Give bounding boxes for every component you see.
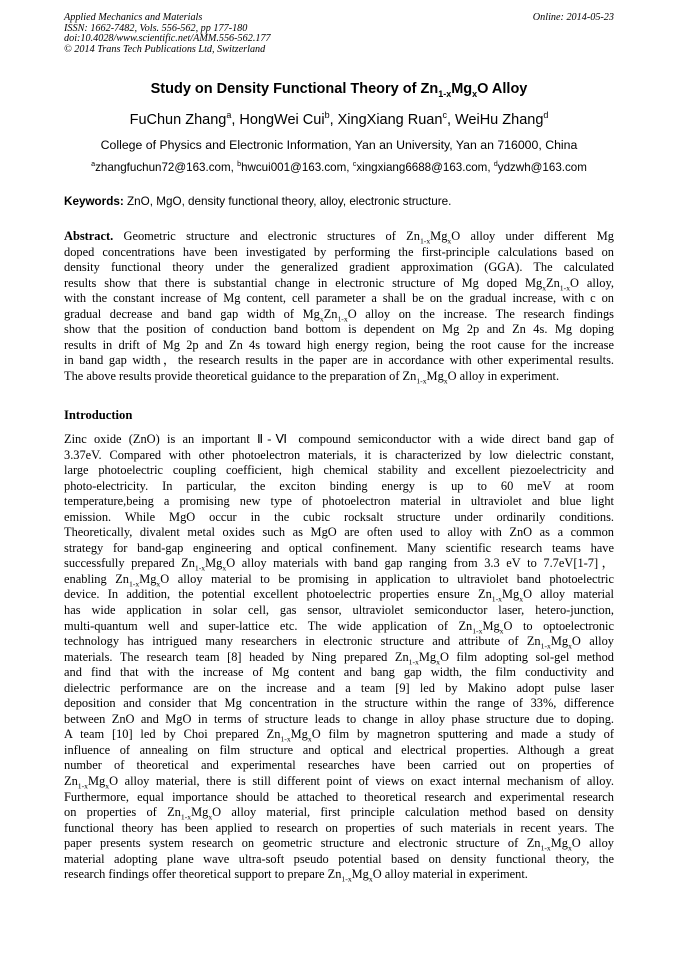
text-line [64, 510, 614, 526]
text-run: O alloy material in experiment. [372, 867, 528, 882]
text-line [64, 572, 614, 588]
text-line [64, 353, 614, 369]
text-run: multi-quantum well and super-lattice etc. The wide application of Zn [64, 618, 473, 633]
text-line [64, 619, 614, 635]
subscript: x [567, 843, 572, 852]
text-run: Zinc oxide (ZnO) is an important Ⅱ-Ⅵ compound semiconductor with a wide direct band gap of [64, 432, 614, 446]
text-line [64, 603, 614, 619]
subscript: 1-x [472, 626, 483, 635]
journal-header [64, 13, 614, 55]
text-run: Mg [418, 649, 437, 664]
text-line [64, 276, 614, 292]
text-line [64, 260, 614, 276]
introduction-body [64, 432, 614, 883]
text-line [64, 836, 614, 852]
title-text: O Alloy [477, 81, 528, 97]
text-run: Mg [88, 774, 106, 789]
text-run: Mg [550, 836, 568, 851]
subscript: 1-x [540, 641, 551, 650]
text-run: on properties of Zn [64, 805, 181, 820]
email-mark: d [493, 159, 498, 169]
text-run: O to optoelectronic [503, 618, 614, 633]
text-run: O film by magnetron sputtering and made a study of [311, 727, 614, 742]
author-mark: b [324, 110, 330, 121]
text-run: enabling Zn [64, 571, 129, 586]
text-run: O alloy material, first principle calculation method based on density [212, 805, 614, 820]
text-run: in band gap width，the research results in the paper are in accordance with other experimental results. [64, 353, 614, 368]
text-line [64, 805, 614, 821]
journal-name: Applied Mechanics and Materials [64, 12, 203, 23]
text-run: O alloy in experiment. [447, 368, 560, 383]
author-mark: a [226, 110, 232, 121]
subscript: 1-x [280, 734, 291, 743]
paper-title [64, 80, 614, 98]
author-mark: d [543, 110, 549, 121]
text-line [64, 727, 614, 743]
subscript: x [447, 236, 452, 245]
keywords [64, 194, 614, 209]
subscript: 1-x [194, 563, 206, 572]
text-run: research findings offer theoretical support to prepare Zn [64, 867, 342, 882]
text-line [64, 665, 614, 681]
email-address: ydzwh@163.com [497, 161, 587, 174]
text-run: show that the position of conduction band bottom is dependent on Mg 2p and Zn 4s. Mg doping [64, 322, 614, 337]
text-line [64, 790, 614, 806]
email-list [64, 160, 614, 175]
text-run: Mg [502, 587, 520, 602]
abstract-label: Abstract. [64, 229, 114, 243]
text-run: Theoretically, divalent metal oxides such as MgO are often used to alloy with ZnO as a common [64, 525, 614, 540]
text-run: influence of annealing on film structure and optical and electrical properties. Although a great [64, 742, 614, 757]
text-run: doped concentrations have been investigated by performing the first-principle calculations based on [64, 244, 614, 259]
subscript: 1-x [419, 236, 431, 245]
text-line [64, 852, 614, 868]
subscript: x [519, 594, 524, 604]
title-subscript: x [472, 88, 478, 99]
abstract [64, 229, 614, 384]
email-mark: c [352, 159, 357, 169]
online-date: Online: 2014-05-23 [532, 12, 614, 23]
subscript: x [368, 874, 373, 883]
subscript: 1-x [337, 314, 348, 323]
text-run: results in drift of Mg 2p and Zn 4s toward high energy region, being the root cause for the increase [64, 337, 614, 352]
text-line [64, 541, 614, 557]
text-run: O alloy materials with band gap ranging from 3.3 eV to 7.7eV[1-7]， [226, 556, 614, 571]
text-line [64, 867, 614, 883]
text-run: emission. While MgO occur in the cubic rocksalt structure under ordinarily conditions. [64, 509, 614, 524]
subscript: x [568, 641, 572, 650]
author-mark: c [442, 110, 447, 121]
text-run: O alloy material, there is still different point of views on exact internal mechanism of alloy. [109, 774, 614, 789]
text-line [64, 696, 614, 712]
text-run: Zn [323, 306, 338, 321]
text-run: deposition and consider that Mg concentration in the structure within the range of 33%, difference [64, 696, 614, 711]
text-run: 3.37eV. Compared with other photoelectron materials, it is characterized by low dielectric constant, [64, 447, 614, 462]
text-line [64, 525, 614, 541]
text-run: The above results provide theoretical guidance to the preparation of Zn [64, 368, 417, 383]
text-line [64, 245, 614, 261]
introduction-heading: Introduction [64, 408, 133, 422]
keywords-text: ZnO, MgO, density functional theory, alloy, electronic structure. [123, 195, 452, 208]
subscript: x [307, 734, 312, 743]
subscript: 1-x [416, 376, 427, 385]
subscript: x [499, 626, 504, 635]
copyright-line: © 2014 Trans Tech Publications Ltd, Switzerland [64, 43, 266, 55]
text-run: Mg [426, 368, 444, 383]
author-name: WeiHu Zhang [455, 112, 544, 128]
text-run: Mg [139, 571, 157, 586]
text-run: Mg [351, 867, 369, 882]
subscript: 1-x [180, 812, 192, 821]
subscript: 1-x [559, 283, 571, 292]
text-run: paper presents system research on geometric structure and electronic structure of Zn [64, 836, 541, 851]
text-line [64, 448, 614, 464]
affiliation: College of Physics and Electronic Information, Yan an University, Yan an 716000, China [100, 138, 578, 152]
text-run: O alloy [571, 634, 614, 649]
text-run: photo-electricity. In particular, the exciton binding energy is up to 60 meV at room [64, 478, 614, 493]
text-line [64, 758, 614, 774]
text-line [64, 307, 614, 323]
subscript: 1-x [491, 594, 502, 604]
subscript: 1-x [77, 781, 88, 790]
text-run: number of theoretical and experimental researches have been carried out on properties of [64, 758, 614, 773]
text-run: O alloy material to be promising in application to ultraviolet band photoelectric [160, 571, 614, 586]
subscript: x [222, 563, 227, 572]
text-run: Mg [290, 727, 308, 742]
text-line [64, 229, 614, 245]
text-run: O alloy on the increase. The research findings [347, 306, 614, 321]
text-run: Mg [482, 618, 500, 633]
text-line [64, 634, 614, 650]
text-run: successfully prepared Zn [64, 556, 195, 571]
subscript: x [436, 657, 440, 666]
issn-line: ISSN: 1662-7482, Vols. 556-562, pp 177-180 [64, 22, 248, 34]
text-run: gradual decrease and band gap width of Mg [64, 306, 320, 321]
text-run: dielectric performance are on the increase and a team [9] led by Makino adopt pulse laser [64, 680, 614, 695]
text-run: A team [10] led by Choi prepared Zn [64, 727, 281, 742]
text-line [64, 743, 614, 759]
text-run: large photoelectric coupling coefficient, high chemical stability and excellent piezoelectricity and [64, 463, 614, 478]
text-run: material adopting plane wave ultra-soft pseudo potential based on density functional theory, the [64, 851, 614, 866]
text-run: Mg [430, 229, 448, 243]
text-run: O alloy, [570, 275, 614, 290]
author-name: FuChun Zhang [129, 112, 227, 128]
text-line [64, 712, 614, 728]
text-line [64, 322, 614, 338]
subscript: 1-x [341, 874, 352, 883]
text-line [64, 774, 614, 790]
email-address: xingxiang6688@163.com, [356, 161, 494, 174]
text-run: Zn [64, 774, 78, 789]
subscript: x [156, 579, 161, 588]
text-run: Furthermore, equal importance should be attached to theoretical research and experimental research [64, 789, 614, 804]
text-run: Zn [546, 275, 560, 290]
subscript: x [208, 812, 213, 821]
text-line [64, 479, 614, 495]
subscript: x [443, 376, 448, 385]
author-list: FuChun Zhang$^a$, HongWei Cui$^b$, XingXiang Ruan$^c$, WeiHu Zhang$^d$ [129, 110, 549, 128]
title-subscript: 1-x [438, 88, 452, 99]
text-run: Mg [550, 634, 569, 649]
text-line [64, 338, 614, 354]
title-text: Mg [451, 81, 473, 97]
text-run: results show that there is substantial change in electronic structure of Mg doped Mg [64, 275, 543, 290]
text-line [64, 463, 614, 479]
email-mark: b [237, 159, 242, 169]
title-text: Study on Density Functional Theory of Zn [150, 81, 439, 97]
text-run: density functional theory under the generalized gradient approximation (GGA). The calculated [64, 260, 614, 275]
text-run: Mg [205, 556, 223, 571]
text-run: O film adopting sol-gel method [439, 649, 614, 664]
text-run: with the constant increase of Mg content, cell parameter a shall be on the gradual increase, with c on [64, 291, 614, 306]
text-line [64, 556, 614, 572]
text-line [64, 587, 614, 603]
doi-line: doi:10.4028/www.scientific.net/AMM.556-562.177 [64, 33, 271, 45]
text-run: O alloy [571, 836, 614, 851]
text-line [64, 432, 614, 448]
text-run: Geometric structure and electronic structures of Zn [113, 229, 420, 243]
email-address: zhangfuchun72@163.com, [95, 161, 238, 174]
text-line [64, 821, 614, 837]
subscript: 1-x [408, 657, 419, 666]
text-line [64, 681, 614, 697]
author-name: HongWei Cui [239, 112, 325, 128]
keywords-label: Keywords: [64, 195, 124, 208]
text-line [64, 369, 614, 385]
text-run: strategy for band-gap engineering and optical confinement. Many scientific research teams have [64, 540, 614, 555]
text-run: between ZnO and MgO in terms of structure leads to change in alloy phase structure due to doping. [64, 711, 614, 726]
email-mark: a [91, 159, 96, 169]
subscript: x [319, 314, 324, 323]
subscript: 1-x [128, 579, 140, 588]
text-run: technology has intrigued many researchers in electronic structure and attribute of Zn [64, 634, 541, 649]
subscript: x [105, 781, 110, 790]
text-line [64, 291, 614, 307]
text-run: device. In addition, the potential excellent photoelectric properties ensure Zn [64, 587, 492, 602]
subscript: 1-x [540, 843, 551, 852]
text-run: and find that with the increase of Mg content and bang gap width, the film conductivity and [64, 665, 614, 680]
author-name: XingXiang Ruan [337, 112, 443, 128]
text-line [64, 650, 614, 666]
text-line [64, 494, 614, 510]
subscript: x [542, 283, 547, 292]
text-run: has wide application in solar cell, gas sensor, ultraviolet semiconductor laser, hetero-junction, [64, 603, 614, 618]
text-run: Mg [191, 805, 209, 820]
text-run: materials. The research team [8] headed by Ning prepared Zn [64, 649, 409, 664]
text-run: O alloy under different Mg [451, 229, 614, 243]
text-run: functional theory has been applied to research on properties of such materials in recent years. The [64, 820, 614, 835]
text-run: temperature,being a promising new type of photoelectron material in ultraviolet and blue light [64, 494, 614, 509]
email-address: hwcui001@163.com, [241, 161, 353, 174]
text-run: O alloy material [523, 587, 614, 602]
